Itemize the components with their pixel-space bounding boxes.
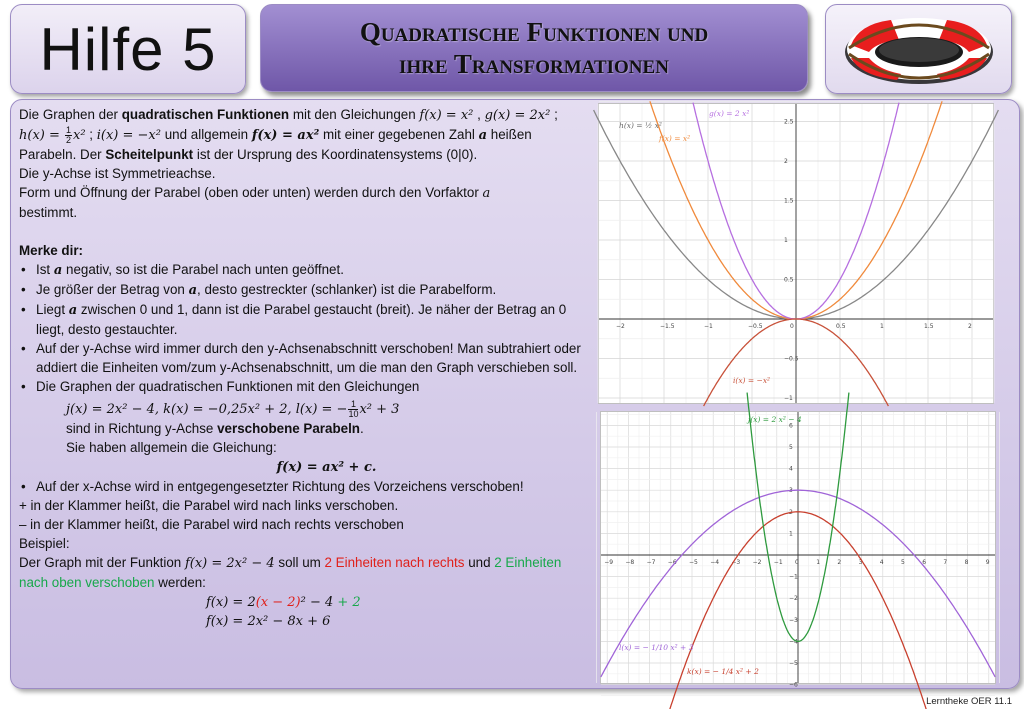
y-tick-label: −5 xyxy=(789,660,798,667)
x-tick-label: −1.5 xyxy=(660,323,675,330)
text-run: Je größer der Betrag von xyxy=(36,282,189,297)
list-item xyxy=(19,280,587,300)
label-f: f(x) = x² xyxy=(659,134,691,143)
factor-paragraph xyxy=(19,183,587,222)
result-equation-2: f(x) = 2x² − 8x + 6 xyxy=(206,614,331,629)
symbol-a: a xyxy=(188,283,198,298)
label-i: i(x) = −x² xyxy=(733,376,771,385)
y-tick-label: 2.5 xyxy=(784,118,794,126)
merke-heading: Merke dir: xyxy=(19,243,83,258)
x-tick-label: −0.5 xyxy=(748,323,763,330)
y-tick-label: 4 xyxy=(789,465,793,473)
text-run: ² − 4 xyxy=(300,595,338,610)
text-run: zwischen 0 und 1, dann ist die Parabel gestaucht (breit). Je näher der Betrag an 0 liegt, desto gestauchter. xyxy=(36,302,567,337)
symbol-a: a xyxy=(478,128,488,143)
text-run: ist der Ursprung des Koordinatensystems (0|0). xyxy=(193,147,478,162)
x-tick-label: 0 xyxy=(790,323,794,330)
graph-shifted-svg xyxy=(601,412,995,689)
fraction-numerator: 1 xyxy=(348,400,358,410)
graph-basic-parabolas xyxy=(598,103,994,404)
graph-shifted-parabolas xyxy=(600,411,996,689)
text-run: soll um xyxy=(274,555,325,570)
list-item: • Auf der y-Achse wird immer durch den y-Achsenabschnitt verschoben! Man subtrahiert oder addiert die Einheiten vom/zum y-Achsenabschnitt, um die man den Graph verschieben soll. xyxy=(19,339,587,377)
text-bold: quadratischen Funktionen xyxy=(121,107,290,122)
help-title: Hilfe 5 xyxy=(39,15,217,83)
y-tick-label: 1 xyxy=(784,237,788,244)
text-run: und xyxy=(464,555,495,570)
x-tick-label: 8 xyxy=(964,559,969,566)
text-run: mit den Gleichungen xyxy=(289,107,420,122)
example-equation: f(x) = 2x² − 4 xyxy=(184,556,275,571)
x-tick-label: −1 xyxy=(773,559,783,566)
shift-equations xyxy=(36,399,587,419)
title-banner xyxy=(260,4,808,92)
x-tick-label: −4 xyxy=(710,559,720,566)
text-run: mit einer gegebenen Zahl xyxy=(319,127,475,142)
x-tick-label: −2 xyxy=(752,559,762,566)
symbol-a: a xyxy=(68,303,78,318)
title-line-1: Quadratische Funktionen und xyxy=(359,17,709,47)
label-g: g(x) = 2 x² xyxy=(709,109,750,118)
x-tick-label: −1 xyxy=(704,323,713,330)
text-run: heißen Parabeln. Der xyxy=(19,127,532,162)
list-item xyxy=(19,260,587,280)
result-equation-1 xyxy=(19,592,587,612)
x-tick-label: 1 xyxy=(816,559,821,566)
equation-i: i(x) = −x² xyxy=(96,128,161,143)
equation-jkl: j(x) = 2x² − 4, k(x) = −0,25x² + 2, l(x) = − xyxy=(66,402,348,417)
x-tick-label: 3 xyxy=(858,559,863,566)
text-run: Der Graph mit der Funktion xyxy=(19,555,185,570)
y-tick-label: 1 xyxy=(789,530,793,538)
list-item xyxy=(19,377,587,477)
fraction-numerator: 1 xyxy=(66,124,72,135)
x-tick-label: 0 xyxy=(795,559,799,566)
shift-constant: + 2 xyxy=(337,595,361,610)
equation-h: h(x) = xyxy=(19,128,65,143)
title-line-2: ihre Transformationen xyxy=(399,49,669,79)
label-l: l(x) = − 1/10 x² + 3 xyxy=(619,643,694,652)
y-tick-label: 6 xyxy=(789,422,793,430)
y-tick-label: −3 xyxy=(789,616,798,624)
text-run: Form und Öffnung der Parabel (oben oder unten) werden durch den Vorfaktor xyxy=(19,185,483,200)
y-tick-label: −1 xyxy=(789,573,798,581)
label-h: h(x) = ½ x² xyxy=(619,121,662,130)
example-paragraph xyxy=(19,553,587,592)
text-run: , desto gestreckter (schlanker) ist die Parabelform. xyxy=(197,282,497,297)
lifebuoy-logo xyxy=(825,4,1012,94)
text-run: Die Graphen der quadratischen Funktionen mit den Gleichungen xyxy=(36,379,420,394)
text-run: Liegt xyxy=(36,302,69,317)
x-tick-label: 6 xyxy=(922,559,927,566)
footer-credit: Lerntheke OER 11.1 xyxy=(926,696,1012,707)
text-run: Ist xyxy=(36,262,54,277)
x-tick-label: −2 xyxy=(616,323,625,330)
x-tick-label: 4 xyxy=(879,559,884,566)
x-tick-label: 7 xyxy=(943,559,948,566)
equation-general: f(x) = ax² xyxy=(251,128,320,143)
lifebuoy-icon xyxy=(839,10,999,88)
plus-rule: + in der Klammer heißt, die Parabel wird nach links verschoben. xyxy=(19,498,399,513)
graph-basic-svg xyxy=(599,104,993,403)
example-heading: Beispiel: xyxy=(19,536,70,551)
text-bold: Scheitelpunkt xyxy=(105,147,194,162)
x-tick-label: −7 xyxy=(646,559,656,566)
y-tick-label: 0.5 xyxy=(784,276,794,284)
equation-h-tail: x² xyxy=(73,128,86,143)
fraction-denominator: 2 xyxy=(66,134,72,145)
list-item: • Auf der x-Achse wird in entgegengesetzter Richtung des Vorzeichens verschoben! xyxy=(19,477,587,496)
equation-f: f(x) = x² xyxy=(419,108,474,123)
x-tick-label: 2 xyxy=(968,323,972,330)
text-run: f(x) = 2 xyxy=(206,595,256,610)
symbol-a: a xyxy=(53,263,63,278)
text-run: werden: xyxy=(154,575,206,590)
text-run: bestimmt. xyxy=(19,205,78,220)
x-tick-label: 2 xyxy=(837,559,842,566)
text-run: . xyxy=(360,421,364,436)
y-tick-label: 2 xyxy=(789,508,793,516)
x-tick-label: −5 xyxy=(689,559,698,566)
text-run: sind in Richtung y-Achse xyxy=(66,421,218,436)
y-tick-label: −1 xyxy=(784,395,793,402)
y-tick-label: −0.5 xyxy=(784,355,799,363)
x-tick-label: 1.5 xyxy=(924,323,934,330)
y-tick-label: 3 xyxy=(789,487,793,495)
x-tick-label: 1 xyxy=(880,323,884,330)
text-bold: verschobene Parabeln xyxy=(217,421,360,436)
y-tick-label: 5 xyxy=(789,444,793,451)
text-run: Die Graphen der xyxy=(19,107,122,122)
symbol-a: a xyxy=(482,186,491,201)
intro-paragraph: Die Graphen der quadratischen Funktionen mit den Gleichungen f(x) = x² , g(x) = 2x² ; h(x) = $\frac{1}{2}$ x² ; i(x) = −x² und allgemein f(x) = ax² mit einer gegebenen Zahl a heißen Parabeln. Der Scheitelpunkt ist der Ursprung des Koordinatensystems (0|0). xyxy=(19,107,558,162)
equation-general-shift: f(x) = ax² + c. xyxy=(276,460,377,475)
x-tick-label: −3 xyxy=(731,559,741,566)
list-item xyxy=(19,300,587,339)
y-tick-label: −6 xyxy=(789,681,798,689)
fraction-denominator: 10 xyxy=(348,408,359,419)
fraction xyxy=(65,126,72,145)
x-tick-label: 9 xyxy=(985,559,990,566)
x-tick-label: −8 xyxy=(625,559,635,566)
x-tick-label: 0.5 xyxy=(836,323,846,330)
rules-list xyxy=(19,260,587,496)
equation-l-tail: x² + 3 xyxy=(359,402,400,417)
x-tick-label: 5 xyxy=(901,559,905,566)
shift-sentence xyxy=(36,419,587,438)
shift-up-text: 2 Einheiten nach oben verschoben xyxy=(19,555,562,590)
minus-rule: – in der Klammer heißt, die Parabel wird nach rechts verschoben xyxy=(19,517,404,532)
y-tick-label: −2 xyxy=(789,595,798,603)
y-tick-label: 2 xyxy=(784,158,788,165)
symmetry-paragraph: Die y-Achse ist Symmetrieachse. xyxy=(19,166,216,181)
x-tick-label: −9 xyxy=(604,559,614,566)
general-sentence: Sie haben allgemein die Gleichung: xyxy=(66,440,277,455)
x-tick-label: −6 xyxy=(667,559,677,566)
equation-g: g(x) = 2x² xyxy=(484,108,551,123)
y-tick-label: 1.5 xyxy=(784,197,794,205)
help-badge xyxy=(10,4,246,94)
text-run: und allgemein xyxy=(160,127,252,142)
shift-term: (x − 2) xyxy=(255,595,301,610)
explanation-text xyxy=(19,105,587,631)
y-tick-label: −4 xyxy=(789,638,798,646)
label-j: j(x) = 2 x² − 4 xyxy=(748,415,802,424)
text-run: negativ, so ist die Parabel nach unten geöffnet. xyxy=(62,262,344,277)
fraction xyxy=(348,400,358,419)
label-k: k(x) = − 1/4 x² + 2 xyxy=(687,667,759,676)
shift-right-text: 2 Einheiten nach rechts xyxy=(324,555,465,570)
